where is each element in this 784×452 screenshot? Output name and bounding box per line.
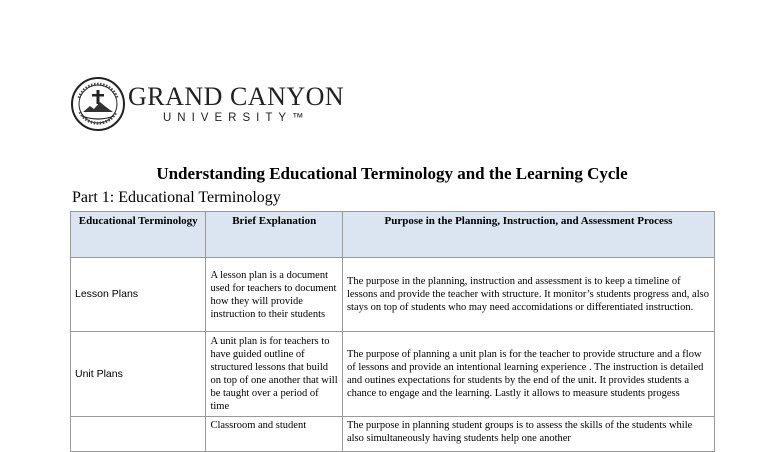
purpose-cell: The purpose in the planning, instruction and assessment is to keep a timeline of lessons and provide the teacher with structure. It monitor’s students progress and, also stays on top of students who may need accomidations or differentiated instruction. bbox=[342, 258, 714, 332]
brief-cell: Classroom and student bbox=[206, 417, 343, 452]
document-title: Understanding Educational Terminology and the Learning Cycle bbox=[156, 164, 628, 183]
logo-subtitle: UNIVERSITY™ bbox=[163, 111, 310, 124]
brief-cell: A unit plan is for teachers to have guided outline of structured lessons that build on top of one another that will be taught over a period of time bbox=[206, 332, 343, 417]
part-title: Part 1: Educational Terminology bbox=[72, 189, 281, 206]
table-row bbox=[71, 417, 715, 452]
brief-cell: A lesson plan is a document used for teachers to document how they will provide instruction to their students bbox=[206, 258, 343, 332]
header-brief-explanation: Brief Explanation bbox=[206, 212, 343, 258]
table-row bbox=[71, 332, 715, 417]
purpose-cell: The purpose in planning student groups is to assess the skills of the students while also simultaneously having students help one another bbox=[342, 417, 714, 452]
header-terminology: Educational Terminology bbox=[71, 212, 206, 258]
purpose-cell: The purpose of planning a unit plan is for the teacher to provide structure and a flow of lessons and provide an intentional learning experience . The instruction is detailed and outines expectations for students by the end of the unit. It provides students a chance to engage and the learning. Lastly it allows to measure students progess bbox=[342, 332, 714, 417]
table-row bbox=[71, 258, 715, 332]
term-cell bbox=[71, 417, 206, 452]
term-cell: Lesson Plans bbox=[71, 258, 206, 332]
header-purpose: Purpose in the Planning, Instruction, and Assessment Process bbox=[342, 212, 714, 258]
table-header-row bbox=[71, 212, 715, 258]
university-logo bbox=[70, 76, 344, 132]
logo-wordmark: GRAND CANYON bbox=[128, 81, 345, 111]
university-seal-icon bbox=[70, 76, 126, 132]
term-cell: Unit Plans bbox=[71, 332, 206, 417]
terminology-table bbox=[70, 211, 715, 452]
